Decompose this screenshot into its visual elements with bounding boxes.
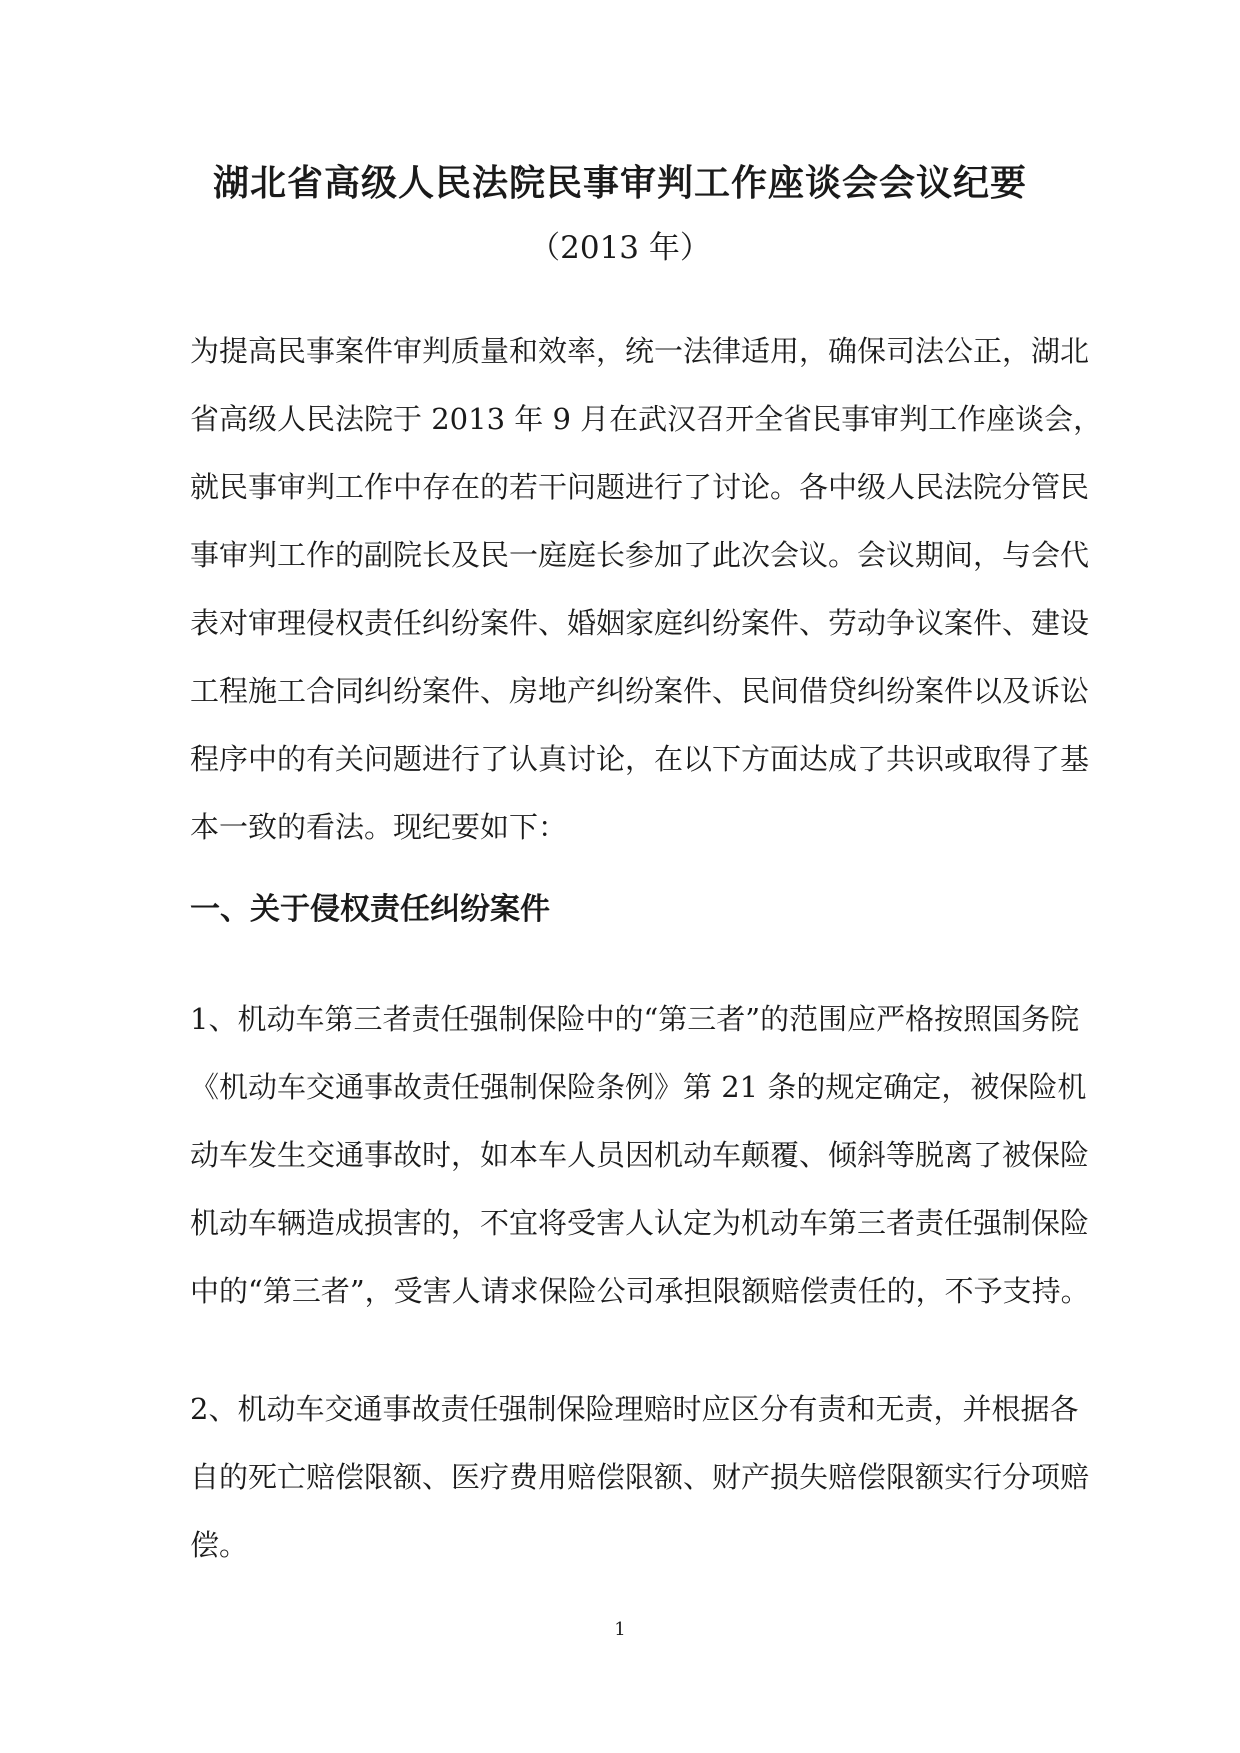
item-1-paragraph	[190, 985, 1090, 1325]
document-title: 湖北省高级人民法院民事审判工作座谈会会议纪要	[212, 162, 1027, 204]
intro-line: 为提高民事案件审判质量和效率，统一法律适用，确保司法公正，湖北	[190, 334, 1090, 368]
item-1-line: 中的“第三者”，受害人请求保险公司承担限额赔偿责任的，不予支持。	[190, 1274, 1090, 1308]
intro-line: 省高级人民法院于 2013 年 9 月在武汉召开全省民事审判工作座谈会，	[190, 402, 1103, 436]
intro-line: 本一致的看法。现纪要如下：	[190, 810, 568, 844]
item-2-line: 2、机动车交通事故责任强制保险理赔时应区分有责和无责，并根据各	[190, 1392, 1079, 1426]
item-2-paragraph	[190, 1375, 1090, 1579]
intro-paragraph	[190, 317, 1103, 861]
intro-line: 事审判工作的副院长及民一庭庭长参加了此次会议。会议期间，与会代	[190, 538, 1090, 572]
intro-line: 表对审理侵权责任纠纷案件、婚姻家庭纠纷案件、劳动争议案件、建设	[190, 606, 1090, 640]
intro-line: 工程施工合同纠纷案件、房地产纠纷案件、民间借贷纠纷案件以及诉讼	[190, 674, 1090, 708]
item-2-line: 偿。	[190, 1528, 249, 1562]
document-subtitle: （2013 年）	[529, 230, 711, 266]
intro-line: 程序中的有关问题进行了认真讨论，在以下方面达成了共识或取得了基	[190, 742, 1090, 776]
item-1-line: 1、机动车第三者责任强制保险中的“第三者”的范围应严格按照国务院	[190, 1002, 1080, 1036]
item-1-line: 动车发生交通事故时，如本车人员因机动车颠覆、倾斜等脱离了被保险	[190, 1138, 1090, 1172]
item-2-line: 自的死亡赔偿限额、医疗费用赔偿限额、财产损失赔偿限额实行分项赔	[190, 1460, 1090, 1494]
page-number: 1	[614, 1619, 626, 1640]
item-1-line: 机动车辆造成损害的，不宜将受害人认定为机动车第三者责任强制保险	[190, 1206, 1090, 1240]
item-1-line: 《机动车交通事故责任强制保险条例》第 21 条的规定确定，被保险机	[190, 1070, 1087, 1104]
intro-line: 就民事审判工作中存在的若干问题进行了讨论。各中级人民法院分管民	[190, 470, 1090, 504]
section-heading: 一、关于侵权责任纠纷案件	[190, 892, 550, 927]
